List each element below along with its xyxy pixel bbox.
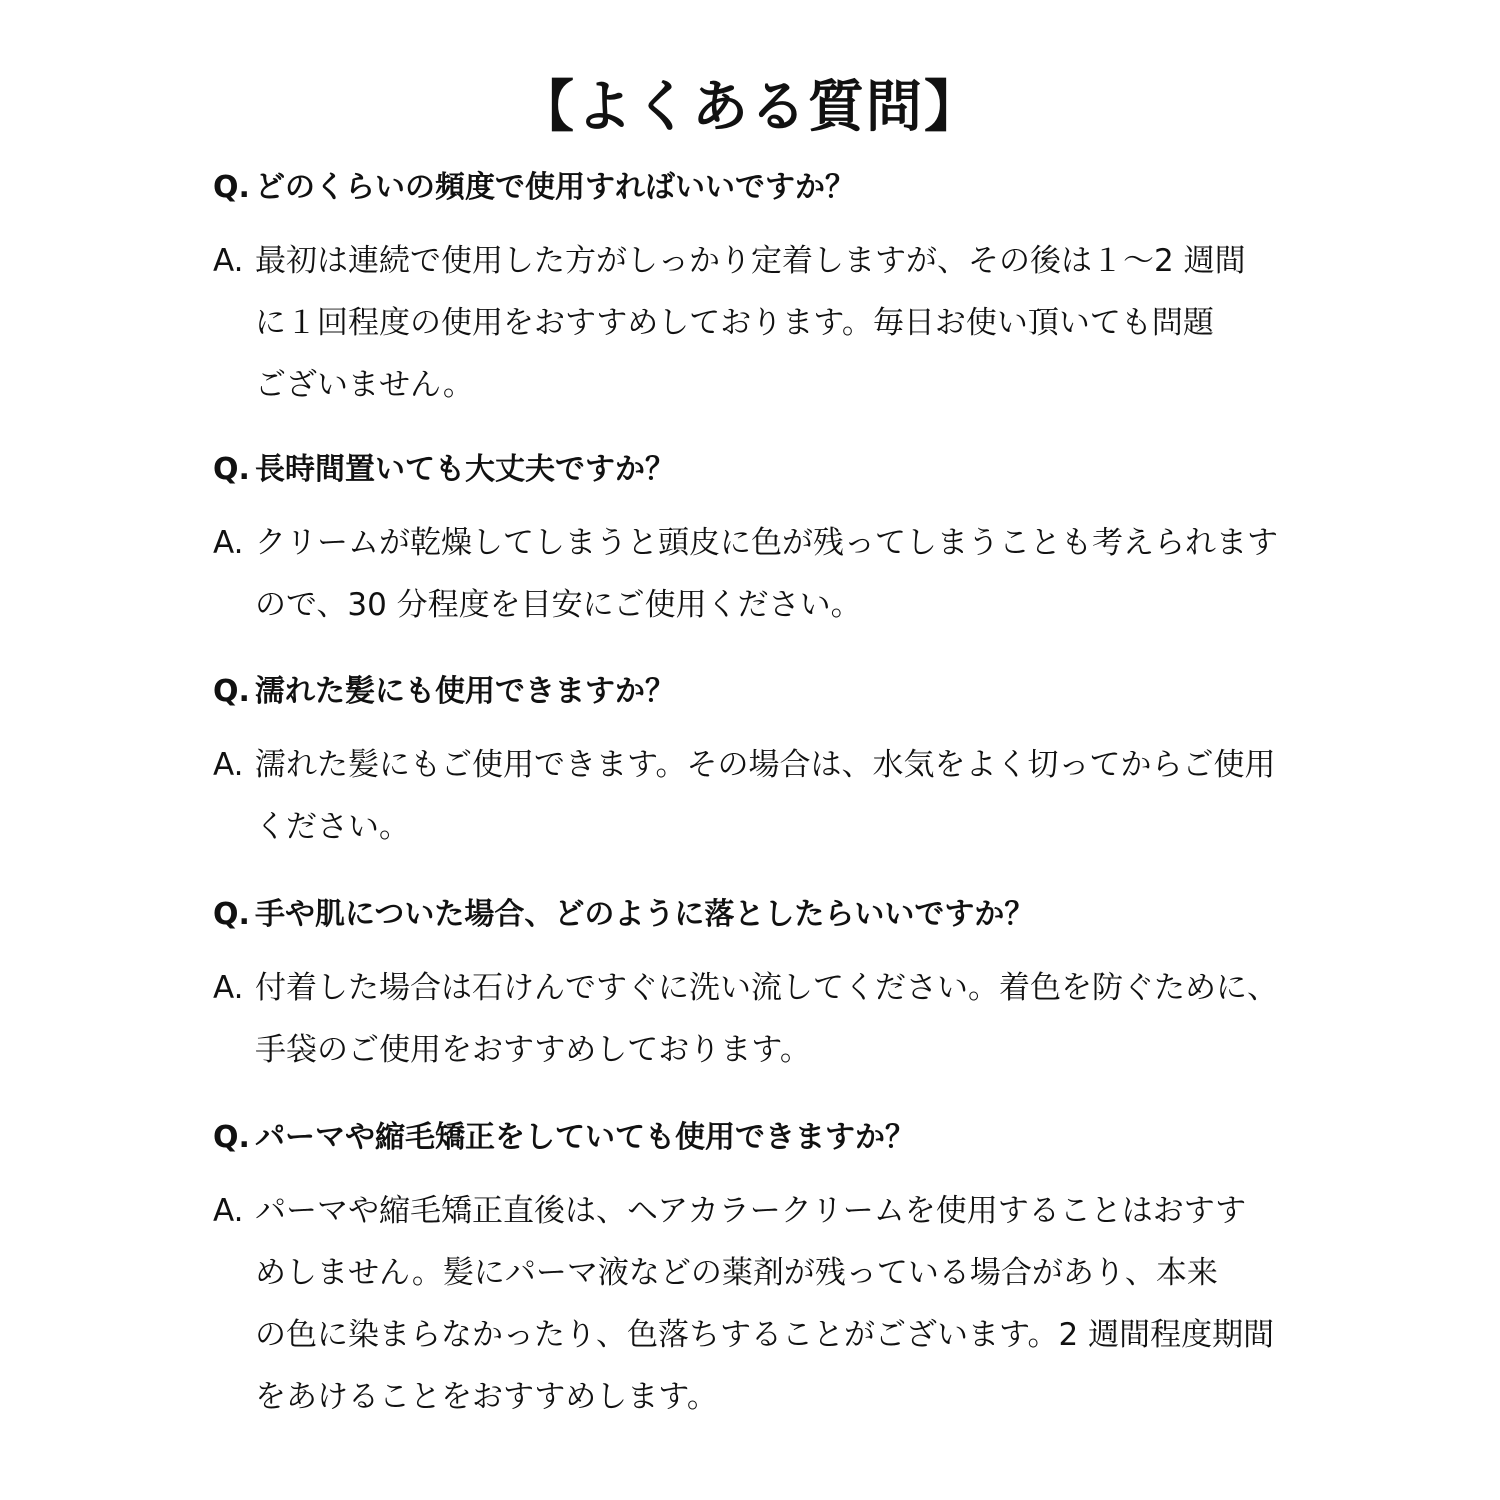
question-prefix: Q. <box>213 170 250 205</box>
faq-item <box>213 450 1303 636</box>
question-prefix: Q. <box>213 674 250 709</box>
faq-answer <box>213 512 1303 636</box>
answer-text <box>255 512 1278 636</box>
answer-prefix: A. <box>213 1193 244 1229</box>
answer-prefix: A. <box>213 243 244 279</box>
faq-item <box>213 895 1303 1081</box>
faq-item <box>213 168 1303 416</box>
answer-line: ございません。 <box>255 367 474 403</box>
faq-question <box>213 672 1303 712</box>
faq-question <box>213 168 1303 208</box>
answer-text <box>255 230 1246 416</box>
answer-line: の色に染まらなかったり、色落ちすることがございます。2 週間程度期間 <box>255 1317 1275 1353</box>
answer-text <box>255 1180 1274 1428</box>
answer-line: 最初は連続で使用した方がしっかり定着しますが、その後は１～2 週間 <box>255 243 1246 279</box>
question-text: パーマや縮毛矯正をしていても使用できますか？ <box>255 1120 915 1155</box>
answer-line: ので、30 分程度を目安にご使用ください。 <box>255 587 862 623</box>
answer-line: をあけることをおすすめします。 <box>255 1379 718 1415</box>
answer-line: 付着した場合は石けんですぐに洗い流してください。着色を防ぐために、 <box>255 970 1278 1006</box>
answer-text <box>255 734 1276 858</box>
faq-question <box>213 450 1303 490</box>
answer-prefix: A. <box>213 970 244 1006</box>
answer-line: めしません。髪にパーマ液などの薬剤が残っている場合があり、本来 <box>255 1255 1218 1291</box>
answer-line: 濡れた髪にもご使用できます。その場合は、水気をよく切ってからご使用 <box>255 747 1276 783</box>
faq-item <box>213 672 1303 858</box>
answer-text <box>255 957 1278 1081</box>
faq-answer <box>213 957 1303 1081</box>
faq-answer <box>213 230 1303 416</box>
question-text: どのくらいの頻度で使用すればいいですか？ <box>255 170 855 205</box>
answer-line: に１回程度の使用をおすすめしております。毎日お使い頂いても問題 <box>255 305 1214 341</box>
answer-line: クリームが乾燥してしまうと頭皮に色が残ってしまうことも考えられます <box>255 525 1278 561</box>
question-text: 長時間置いても大丈夫ですか？ <box>255 452 675 487</box>
answer-line: ください。 <box>255 809 410 845</box>
question-text: 手や肌についた場合、どのように落としたらいいですか？ <box>255 897 1035 932</box>
answer-prefix: A. <box>213 747 244 783</box>
faq-item <box>213 1118 1303 1428</box>
faq-answer <box>213 734 1303 858</box>
question-text: 濡れた髪にも使用できますか？ <box>255 674 675 709</box>
answer-prefix: A. <box>213 525 244 561</box>
faq-question <box>213 1118 1303 1158</box>
answer-line: パーマや縮毛矯正直後は、ヘアカラークリームを使用することはおすす <box>255 1193 1247 1229</box>
answer-line: 手袋のご使用をおすすめしております。 <box>255 1032 811 1068</box>
question-prefix: Q. <box>213 897 250 932</box>
faq-question <box>213 895 1303 935</box>
page-title: 【よくある質問】 <box>518 75 982 140</box>
faq-answer <box>213 1180 1303 1428</box>
question-prefix: Q. <box>213 1120 250 1155</box>
question-prefix: Q. <box>213 452 250 487</box>
